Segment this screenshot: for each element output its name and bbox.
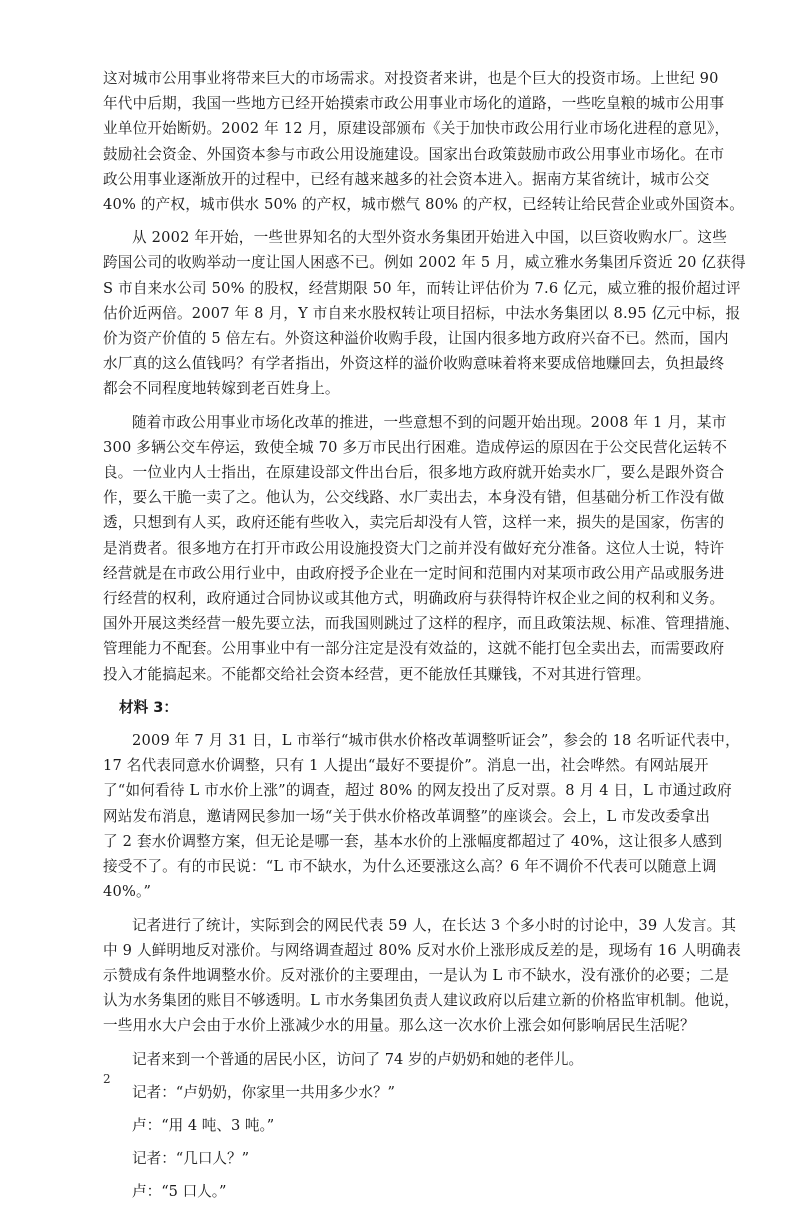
text-line: 17 名代表同意水价调整，只有 1 人提出“最好不要提价”。消息一出，社会哗然。有网站展开 — [103, 757, 709, 775]
text-line: 随着市政公用事业市场化改革的推进，一些意想不到的问题开始出现。2008 年 1 月，某市 — [132, 413, 727, 431]
text-line: 价为资产价值的 5 倍左右。外资这种溢价收购手段，让国内很多地方政府兴奋不已。然而，国内 — [103, 330, 729, 348]
text-line: 是消费者。很多地方在打开市政公用设施投资大门之前并没有做好充分准备。这位人士说，特许 — [103, 539, 725, 557]
text-line: 示赞成有条件地调整水价。反对涨价的主要理由，一是认为 L 市不缺水，没有涨价的必要；二是 — [103, 966, 730, 984]
text-line: 一些用水大户会由于水价上涨减少水的用量。那么这一次水价上涨会如何影响居民生活呢？ — [103, 1017, 695, 1035]
text-line: 接受不了。有的市民说：“L 市不缺水，为什么还要涨这么高？6 年不调价不代表可以随意上调 — [103, 858, 717, 876]
paragraph-5 — [103, 913, 741, 1039]
dialog-line: 记者：“几口人？” — [132, 1150, 250, 1168]
text-line: 记者进行了统计，实际到会的网民代表 59 人，在长达 3 个多小时的讨论中，39 人发言。其 — [132, 916, 737, 934]
text-line: 网站发布消息，邀请网民参加一场“关于供水价格改革调整”的座谈会。会上，L 市发改委拿出 — [103, 807, 711, 825]
text-line: 投入才能搞起来。不能都交给社会资本经营，更不能放任其赚钱，不对其进行管理。 — [103, 665, 651, 683]
text-line: 水厂真的这么值钱吗？有学者指出，外资这样的溢价收购意味着将来要成倍地赚回去，负担最终 — [103, 355, 725, 373]
text-line: 40%。” — [103, 883, 152, 901]
text-line: 从 2002 年开始，一些世界知名的大型外资水务集团开始进入中国，以巨资收购水厂。这些 — [132, 229, 727, 247]
text-line: 认为水务集团的账目不够透明。L 市水务集团负责人建议政府以后建立新的价格监审机制。他说， — [103, 992, 740, 1010]
dialog-line: 卢：“用 4 吨、3 吨。” — [132, 1116, 275, 1134]
paragraph-3 — [103, 410, 740, 687]
paragraph-1 — [103, 66, 745, 217]
page-number: 2 — [103, 1072, 111, 1086]
text-line: 经营就是在市政公用行业中，由政府授予企业在一定时间和范围内对某项市政公用产品或服务进 — [103, 564, 725, 582]
text-line: 鼓励社会资金、外国资本参与市政公用设施建设。国家出台政策鼓励市政公用事业市场化。在市 — [103, 145, 725, 163]
text-line: 政公用事业逐渐放开的过程中，已经有越来越多的社会资本进入。据南方某省统计，城市公交 — [103, 170, 710, 188]
dialog-line: 记者来到一个普通的居民小区，访问了 74 岁的卢奶奶和她的老伴儿。 — [132, 1050, 584, 1068]
text-line: 这对城市公用事业将带来巨大的市场需求。对投资者来讲，也是个巨大的投资市场。上世纪 90 — [103, 70, 719, 87]
text-line: 管理能力不配套。公用事业中有一部分注定是没有效益的，这就不能打包全卖出去，而需要政府 — [103, 640, 725, 658]
text-line: 作，要么干脆一卖了之。他认为，公交线路、水厂卖出去，本身没有错，但基础分析工作没有做 — [103, 489, 725, 507]
text-line: 了 2 套水价调整方案，但无论是哪一套，基本水价的上涨幅度都超过了 40%，这让很多人感到 — [103, 832, 723, 850]
document-page — [103, 66, 746, 1213]
text-line: 透，只想到有人买，政府还能有些收入，卖完后却没有人管，这样一来，损失的是国家，伤害的 — [103, 514, 725, 532]
paragraph-4 — [103, 728, 740, 904]
dialog-line: 卢：“5 口人。” — [132, 1183, 227, 1201]
text-line: 良。一位业内人士指出，在原建设部文件出台后，很多地方政府就开始卖水厂，要么是跟外资合 — [103, 464, 725, 482]
text-line: 300 多辆公交车停运，致使全城 70 多万市民出行困难。造成停运的原因在于公交民营化运转不 — [103, 438, 728, 456]
text-line: 都会不同程度地转嫁到老百姓身上。 — [103, 380, 340, 398]
text-line: 了“如何看待 L 市水价上涨”的调查，超过 80% 的网友投出了反对票。8 月 4 日，L 市通过政府 — [103, 782, 732, 800]
text-line: 估价近两倍。2007 年 8 月，Y 市自来水股权转让项目招标，中法水务集团以 8.95 亿元中标，报 — [103, 304, 741, 322]
text-line: 跨国公司的收购举动一度让国人困惑不已。例如 2002 年 5 月，威立雅水务集团斥资近 20 亿获得 — [103, 254, 746, 272]
text-line: 2009 年 7 月 31 日，L 市举行“城市供水价格改革调整听证会”，参会的 18 名听证代表中， — [132, 732, 740, 750]
text-line: 40% 的产权，城市供水 50% 的产权，城市燃气 80% 的产权，已经转让给民营企业或外国资本。 — [103, 196, 745, 214]
dialog-line: 记者：“卢奶奶，你家里一共用多少水？” — [132, 1083, 396, 1101]
section-heading: 材料 3： — [119, 698, 179, 716]
text-line: 行经营的权利，政府通过合同协议或其他方式，明确政府与获得特许权企业之间的权利和义务。 — [103, 590, 725, 608]
text-line: 业单位开始断奶。2002 年 12 月，原建设部颁布《关于加快市政公用行业市场化进程的意见》， — [103, 120, 730, 138]
text-line: S 市自来水公司 50% 的股权，经营期限 50 年，而转让评估价为 7.6 亿元，威立雅的报价超过评 — [103, 279, 741, 297]
text-line: 中 9 人鲜明地反对涨价。与网络调查超过 80% 反对水价上涨形成反差的是，现场有 16 人明确表 — [103, 941, 741, 959]
text-line: 国外开展这类经营一般先要立法，而我国则跳过了这样的程序，而且政策法规、标准、管理措施、 — [103, 615, 740, 633]
paragraph-2 — [103, 225, 746, 401]
text-line: 年代中后期，我国一些地方已经开始摸索市政公用事业市场化的道路，一些吃皇粮的城市公用事 — [103, 95, 725, 113]
